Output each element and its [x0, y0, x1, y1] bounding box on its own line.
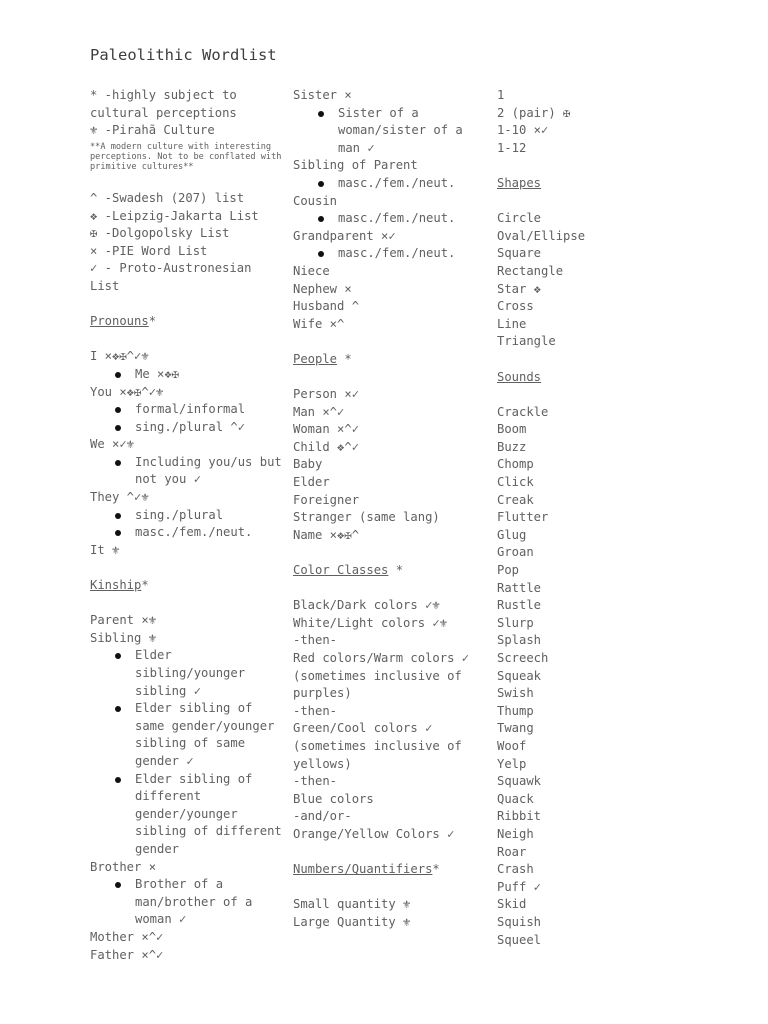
color-separator: -then-	[293, 774, 338, 789]
section-heading-colors	[293, 562, 479, 580]
word-entry: Brother ×	[90, 859, 157, 874]
sound-entry: Thump	[497, 703, 534, 718]
sound-entry: Rustle	[497, 598, 542, 613]
word-entry: We ×✓⚜	[90, 437, 135, 452]
sound-entry: Puff ✓	[497, 879, 542, 894]
word-entry: Cousin	[293, 193, 338, 208]
word-entry: Niece	[293, 263, 330, 278]
sound-entry: Neigh	[497, 826, 534, 841]
legend-swadesh: ^ -Swadesh (207) list	[90, 190, 245, 205]
shape-entry: Circle	[497, 211, 542, 226]
section-heading-numbers	[293, 861, 479, 879]
colors-heading-mark: *	[388, 563, 404, 578]
people-heading-mark: *	[337, 351, 352, 366]
sound-entry: Roar	[497, 844, 527, 859]
word-entry: Nephew ×	[293, 281, 352, 296]
shape-entry: Triangle	[497, 334, 556, 349]
section-heading-people	[293, 351, 479, 369]
sound-entry: Twang	[497, 721, 534, 736]
sound-entry: Screech	[497, 651, 549, 665]
sub-item: masc./fem./neut.	[293, 210, 479, 228]
sound-entry: Ribbit	[497, 809, 542, 824]
sub-item: Including you/us but not you ✓	[90, 454, 286, 489]
sub-list	[90, 647, 286, 858]
sub-item: Me ×❖✠	[90, 366, 286, 384]
legend-austronesian: ✓ - Proto-Austronesian List	[90, 261, 259, 293]
number-entry: 1-10 ×✓	[497, 123, 549, 138]
shape-entry: Line	[497, 316, 527, 331]
word-entry: I ×❖✠^✓⚜	[90, 349, 149, 364]
color-separator: -and/or-	[293, 809, 352, 824]
sound-entry: Woof	[497, 738, 527, 753]
word-entry: Child ❖^✓	[293, 439, 360, 454]
numbers-heading-mark: *	[432, 862, 440, 877]
section-heading-shapes: Shapes	[497, 175, 542, 190]
sub-item: Elder sibling/younger sibling ✓	[90, 647, 286, 700]
sound-entry: Skid	[497, 897, 527, 912]
sub-item: masc./fem./neut.	[293, 245, 479, 263]
sound-entry: Swish	[497, 686, 534, 701]
legend-pie: × -PIE Word List	[90, 243, 208, 258]
color-entry: Red colors/Warm colors ✓ (sometimes inclusive of purples)	[293, 651, 477, 701]
sub-list	[293, 175, 479, 193]
legend-highly-subject: * -highly subject to cultural perceptions	[90, 88, 245, 120]
word-entry: Father ×^✓	[90, 947, 164, 962]
word-entry: Sibling ⚜	[90, 630, 157, 645]
legend-piraha-note: **A modern culture with interesting perceptions. Not to be conflated with primitive cultures**	[90, 141, 282, 173]
color-entry: White/Light colors ✓⚜	[293, 615, 448, 630]
sub-item: Sister of a woman/sister of a man ✓	[293, 105, 479, 158]
sound-entry: Creak	[497, 492, 534, 507]
number-entry: 1	[497, 88, 505, 102]
word-entry: Sibling of Parent	[293, 158, 418, 173]
sub-item: formal/informal	[90, 401, 286, 419]
section-heading-sounds: Sounds	[497, 369, 542, 384]
section-heading-kinship	[90, 577, 286, 595]
sound-entry: Rattle	[497, 580, 542, 595]
word-entry: Foreigner	[293, 492, 360, 507]
column-2	[293, 87, 479, 932]
pronouns-heading-text: Pronouns	[90, 314, 149, 329]
kinship-heading-mark: *	[141, 578, 149, 593]
legend-dolgopolsky: ✠ -Dolgopolsky List	[90, 226, 230, 241]
color-separator: -then-	[293, 633, 338, 648]
color-entry: Orange/Yellow Colors ✓	[293, 826, 455, 841]
word-entry: Stranger (same lang)	[293, 510, 440, 525]
word-entry: Mother ×^✓	[90, 929, 164, 944]
sound-entry: Boom	[497, 422, 527, 437]
sub-list	[90, 454, 286, 489]
shape-entry: Oval/Ellipse	[497, 228, 586, 243]
legend-leipzig: ❖ -Leipzig-Jakarta List	[90, 208, 259, 223]
sub-list	[293, 245, 479, 263]
pronouns-heading-mark: *	[148, 314, 157, 329]
shape-entry: Square	[497, 246, 542, 261]
sound-entry: Squeel	[497, 932, 542, 947]
sound-entry: Quack	[497, 791, 534, 806]
shape-entry: Star ❖	[497, 281, 542, 296]
sound-entry: Groan	[497, 545, 534, 560]
document-title: Paleolithic Wordlist	[90, 46, 277, 64]
sound-entry: Yelp	[497, 756, 527, 771]
sub-list	[90, 401, 286, 436]
word-entry: Parent ×⚜	[90, 613, 157, 628]
word-entry: It ⚜	[90, 542, 120, 557]
sub-list	[90, 876, 286, 929]
color-entry: Green/Cool colors ✓ (sometimes inclusive of yellows)	[293, 721, 470, 771]
word-entry: Husband ^	[293, 299, 360, 314]
sound-entry: Buzz	[497, 439, 527, 454]
kinship-heading-text: Kinship	[90, 578, 142, 593]
sound-entry: Squish	[497, 914, 542, 929]
sounds-list	[497, 404, 657, 949]
column-3	[497, 87, 657, 949]
word-entry: Large Quantity ⚜	[293, 914, 411, 929]
legend-piraha	[90, 122, 286, 140]
column-1	[90, 87, 286, 964]
sound-entry: Squeak	[497, 668, 542, 683]
sound-entry: Glug	[497, 527, 527, 542]
shapes-list	[497, 210, 657, 351]
word-entry: Baby	[293, 457, 323, 472]
numbers-heading-text: Numbers/Quantifiers	[293, 862, 433, 877]
color-separator: -then-	[293, 703, 338, 718]
sub-list	[293, 210, 479, 228]
sound-entry: Crash	[497, 862, 534, 877]
number-entry: 1-12	[497, 140, 527, 155]
word-entry: Man ×^✓	[293, 404, 345, 419]
sub-item: sing./plural	[90, 507, 286, 525]
sound-entry: Squawk	[497, 774, 542, 789]
shape-entry: Rectangle	[497, 263, 564, 278]
sub-item: Elder sibling of different gender/younger sibling of different gender	[90, 771, 286, 859]
sound-entry: Splash	[497, 633, 542, 648]
colors-heading-text: Color Classes	[293, 563, 389, 578]
sound-entry: Crackle	[497, 404, 549, 419]
sub-item: masc./fem./neut.	[293, 175, 479, 193]
sub-item: sing./plural ^✓	[90, 419, 286, 437]
word-entry: Sister ×	[293, 88, 352, 102]
sub-list	[90, 507, 286, 542]
word-entry: Grandparent ×✓	[293, 228, 396, 243]
sound-entry: Slurp	[497, 615, 534, 630]
section-heading-pronouns	[90, 313, 286, 331]
sound-entry: Flutter	[497, 510, 549, 525]
word-entry: Name ×❖✠^	[293, 527, 360, 542]
word-entry: Small quantity ⚜	[293, 897, 411, 912]
number-entry: 2 (pair) ✠	[497, 105, 571, 120]
word-entry: Person ×✓	[293, 387, 360, 402]
sub-list	[90, 366, 286, 384]
sound-entry: Chomp	[497, 457, 534, 472]
legend-piraha-label: ⚜ -Pirahã Culture	[90, 123, 215, 138]
word-entry: Wife ×^	[293, 316, 345, 331]
sub-item: Brother of a man/brother of a woman ✓	[90, 876, 286, 929]
sub-list	[293, 105, 479, 158]
color-entry: Black/Dark colors ✓⚜	[293, 598, 440, 613]
sound-entry: Pop	[497, 563, 520, 578]
word-entry: They ^✓⚜	[90, 490, 149, 505]
people-heading-text: People	[293, 351, 338, 366]
sound-entry: Click	[497, 475, 534, 490]
word-entry: Woman ×^✓	[293, 422, 360, 437]
shape-entry: Cross	[497, 299, 534, 314]
sub-item: Elder sibling of same gender/younger sibling of same gender ✓	[90, 700, 286, 770]
word-entry: You ×❖✠^✓⚜	[90, 384, 164, 399]
sub-item: masc./fem./neut.	[90, 524, 286, 542]
word-entry: Elder	[293, 475, 330, 490]
color-entry: Blue colors	[293, 791, 374, 806]
